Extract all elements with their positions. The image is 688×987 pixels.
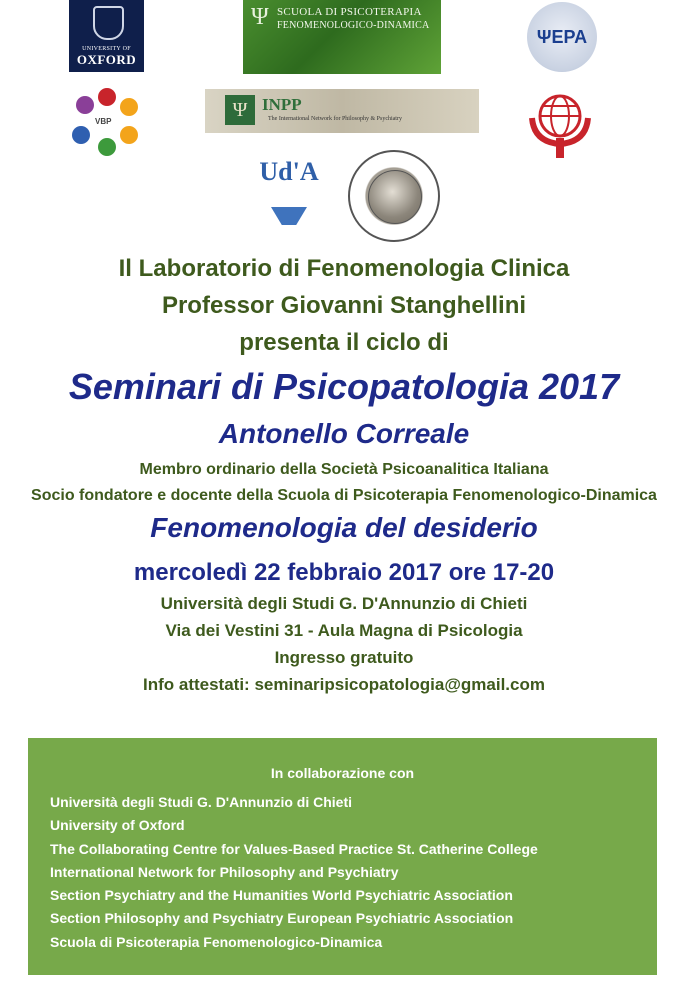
uda-logo-text: Ud'A [259, 157, 319, 186]
inpp-logo-subtitle: The International Network for Philosophy & Psychiatry [268, 116, 402, 122]
epa-logo: ΨEPA [527, 2, 597, 72]
series-title: Seminari di Psicopatologia 2017 [68, 366, 620, 407]
header-line1: Il Laboratorio di Fenomenologia Clinica [118, 255, 570, 282]
collaboration-item: Scuola di Psicoterapia Fenomenologico-Dinamica [50, 933, 383, 950]
vbp-logo [68, 88, 142, 158]
collaboration-item: University of Oxford [50, 817, 185, 834]
venue-line2: Via dei Vestini 31 - Aula Magna di Psicologia [165, 621, 523, 640]
laboratorio-seal-icon [348, 150, 440, 242]
collaboration-item: Section Philosophy and Psychiatry European Psychiatric Association [50, 910, 514, 927]
wpa-globe-psi-icon [524, 88, 596, 160]
seminar-title: Fenomenologia del desiderio [150, 512, 538, 543]
seminar-date: mercoledì 22 febbraio 2017 ore 17-20 [133, 559, 555, 586]
wpa-logo [524, 88, 596, 160]
inpp-logo-name: INPP [262, 95, 302, 114]
vbp-dot-icon [72, 126, 90, 144]
oxford-logo-big-text: OXFORD [76, 52, 137, 67]
speaker-role-2: Socio fondatore e docente della Scuola di Psicoterapia Fenomenologico-Dinamica [31, 487, 657, 504]
oxford-logo [69, 0, 144, 72]
uda-pillar-icon [271, 207, 307, 225]
vbp-logo-text: VBP [95, 117, 112, 126]
uda-logo [257, 157, 321, 227]
collaboration-item: Section Psychiatry and the Humanities World Psychiatric Association [50, 887, 513, 904]
header-line3: presenta il ciclo di [239, 329, 449, 356]
psi-icon: Ψ [251, 4, 269, 30]
scuola-logo-line1: SCUOLA DI PSICOTERAPIA [277, 6, 422, 18]
scuola-logo [243, 0, 441, 74]
venue-line1: Università degli Studi G. D'Annunzio di Chieti [160, 594, 528, 613]
scuola-logo-line2: FENOMENOLOGICO-DINAMICA [277, 20, 430, 31]
vbp-dot-icon [76, 96, 94, 114]
inpp-psi-icon: Ψ [225, 95, 255, 125]
header-line2: Professor Giovanni Stanghellini [161, 292, 527, 319]
collaboration-item: Università degli Studi G. D'Annunzio di Chieti [50, 794, 353, 810]
vbp-dot-icon [98, 138, 116, 156]
speaker-name: Antonello Correale [218, 418, 470, 449]
vbp-dot-icon [120, 98, 138, 116]
certificate-info: Info attestati: seminaripsicopatologia@gmail.com [143, 675, 545, 694]
vbp-dot-icon [120, 126, 138, 144]
inpp-logo [205, 89, 479, 133]
collaboration-box [28, 738, 657, 975]
entry-info: Ingresso gratuito [274, 648, 414, 667]
collaboration-item: International Network for Philosophy and Psychiatry [50, 863, 399, 880]
oxford-crest-icon [93, 6, 124, 40]
collaboration-item: The Collaborating Centre for Values-Based Practice St. Catherine College [50, 840, 538, 857]
collaboration-list [50, 791, 538, 954]
oxford-logo-small-text: UNIVERSITY OF [82, 46, 131, 52]
speaker-role-1: Membro ordinario della Società Psicoanalitica Italiana [139, 461, 549, 478]
vbp-dot-icon [98, 88, 116, 106]
collaboration-heading: In collaborazione con [270, 765, 415, 781]
